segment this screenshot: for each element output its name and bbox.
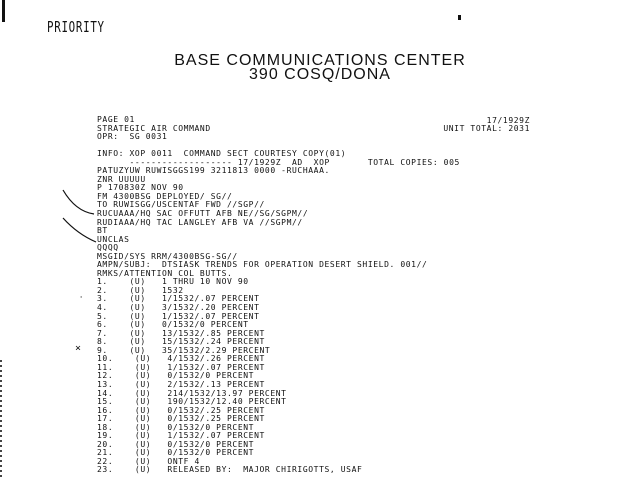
message-line: 12. (U) 0/1532/0 PERCENT — [97, 371, 255, 381]
message-line: 16. (U) 0/1532/.25 PERCENT — [97, 405, 265, 415]
message-line: 4. (U) 3/1532/.20 PERCENT — [97, 303, 260, 313]
handwritten-bracket-mark — [58, 188, 98, 248]
message-line: 18. (U) 0/1532/0 PERCENT — [97, 422, 255, 432]
message-line: ZNR UUUUU — [97, 174, 146, 184]
margin-check-mark: × — [75, 343, 82, 354]
message-line: 11. (U) 1/1532/.07 PERCENT — [97, 362, 265, 372]
message-line: 19. (U) 1/1532/.07 PERCENT — [97, 431, 265, 441]
message-line: STRATEGIC AIR COMMAND — [97, 123, 211, 133]
message-line: 21. (U) 0/1532/0 PERCENT — [97, 448, 255, 458]
message-line: 15. (U) 190/1532/12.40 PERCENT — [97, 397, 287, 407]
message-line: 10. (U) 4/1532/.26 PERCENT — [97, 354, 265, 364]
message-line: 8. (U) 15/1532/.24 PERCENT — [97, 337, 265, 347]
message-line: 13. (U) 2/1532/.13 PERCENT — [97, 379, 265, 389]
message-line: 17. (U) 0/1532/.25 PERCENT — [97, 414, 265, 424]
message-body — [97, 116, 460, 475]
message-line: BT — [97, 226, 108, 236]
message-line: 7. (U) 13/1532/.85 PERCENT — [97, 328, 265, 338]
page-title: BASE COMMUNICATIONS CENTER — [174, 52, 466, 69]
margin-scan-marks — [0, 360, 2, 480]
message-line: 9. (U) 35/1532/2.29 PERCENT — [97, 345, 271, 355]
message-line: 20. (U) 0/1532/0 PERCENT — [97, 439, 255, 449]
message-line: PAGE 01 — [97, 115, 135, 124]
message-line: 3. (U) 1/1532/.07 PERCENT — [97, 294, 260, 304]
corner-mark — [458, 15, 461, 20]
message-line: AMPN/SUBJ: DTSIASK TRENDS FOR OPERATION DESERT SHIELD. 001// — [97, 260, 428, 270]
message-line: 14. (U) 214/1532/13.97 PERCENT — [97, 388, 287, 398]
message-line: RUDIAAA/HQ TAC LANGLEY AFB VA //SGPM// — [97, 217, 303, 227]
margin-dot-mark: ' — [79, 295, 84, 303]
message-line: MSGID/SYS RRM/4300BSG-SG// — [97, 251, 238, 261]
message-line: 1. (U) 1 THRU 10 NOV 90 — [97, 277, 249, 287]
message-line: 2. (U) 1532 — [97, 285, 184, 295]
message-line: 6. (U) 0/1532/0 PERCENT — [97, 320, 249, 330]
message-line: INFO: XOP 0011 COMMAND SECT COURTESY COPY(01) — [97, 149, 347, 159]
date-time-group: 17/1929Z — [486, 116, 530, 125]
message-line: OPR: SG 0031 — [97, 132, 168, 142]
message-line: FM 4300BSG DEPLOYED/ SG// — [97, 191, 233, 201]
message-line: UNCLAS — [97, 234, 130, 244]
message-line: RMKS/ATTENTION COL BUTTS. — [97, 268, 233, 278]
left-edge-bar — [2, 0, 5, 22]
priority-stamp: PRIORITY — [47, 18, 105, 36]
page-subtitle: 390 COSQ/DONA — [249, 66, 391, 83]
message-line: P 170830Z NOV 90 — [97, 183, 184, 193]
message-line: 23. (U) RELEASED BY: MAJOR CHIRIGOTTS, USAF — [97, 465, 363, 475]
message-line: RUCUAAA/HQ SAC OFFUTT AFB NE//SG/SGPM// — [97, 209, 309, 219]
message-line: PATUZYUW RUWISGGS199 3211813 0000 -RUCHAAA. — [97, 166, 330, 176]
unit-total: UNIT TOTAL: 2031 — [443, 124, 530, 133]
message-line: ------------------- 17/1929Z AD XOP TOTAL COPIES: 005 — [97, 157, 460, 167]
message-line: TO RUWISGG/USCENTAF FWD //SGP// — [97, 200, 265, 210]
message-line: QQQQ — [97, 243, 119, 253]
message-line: 22. (U) ONTF 4 — [97, 456, 200, 466]
message-line: 5. (U) 1/1532/.07 PERCENT — [97, 311, 260, 321]
